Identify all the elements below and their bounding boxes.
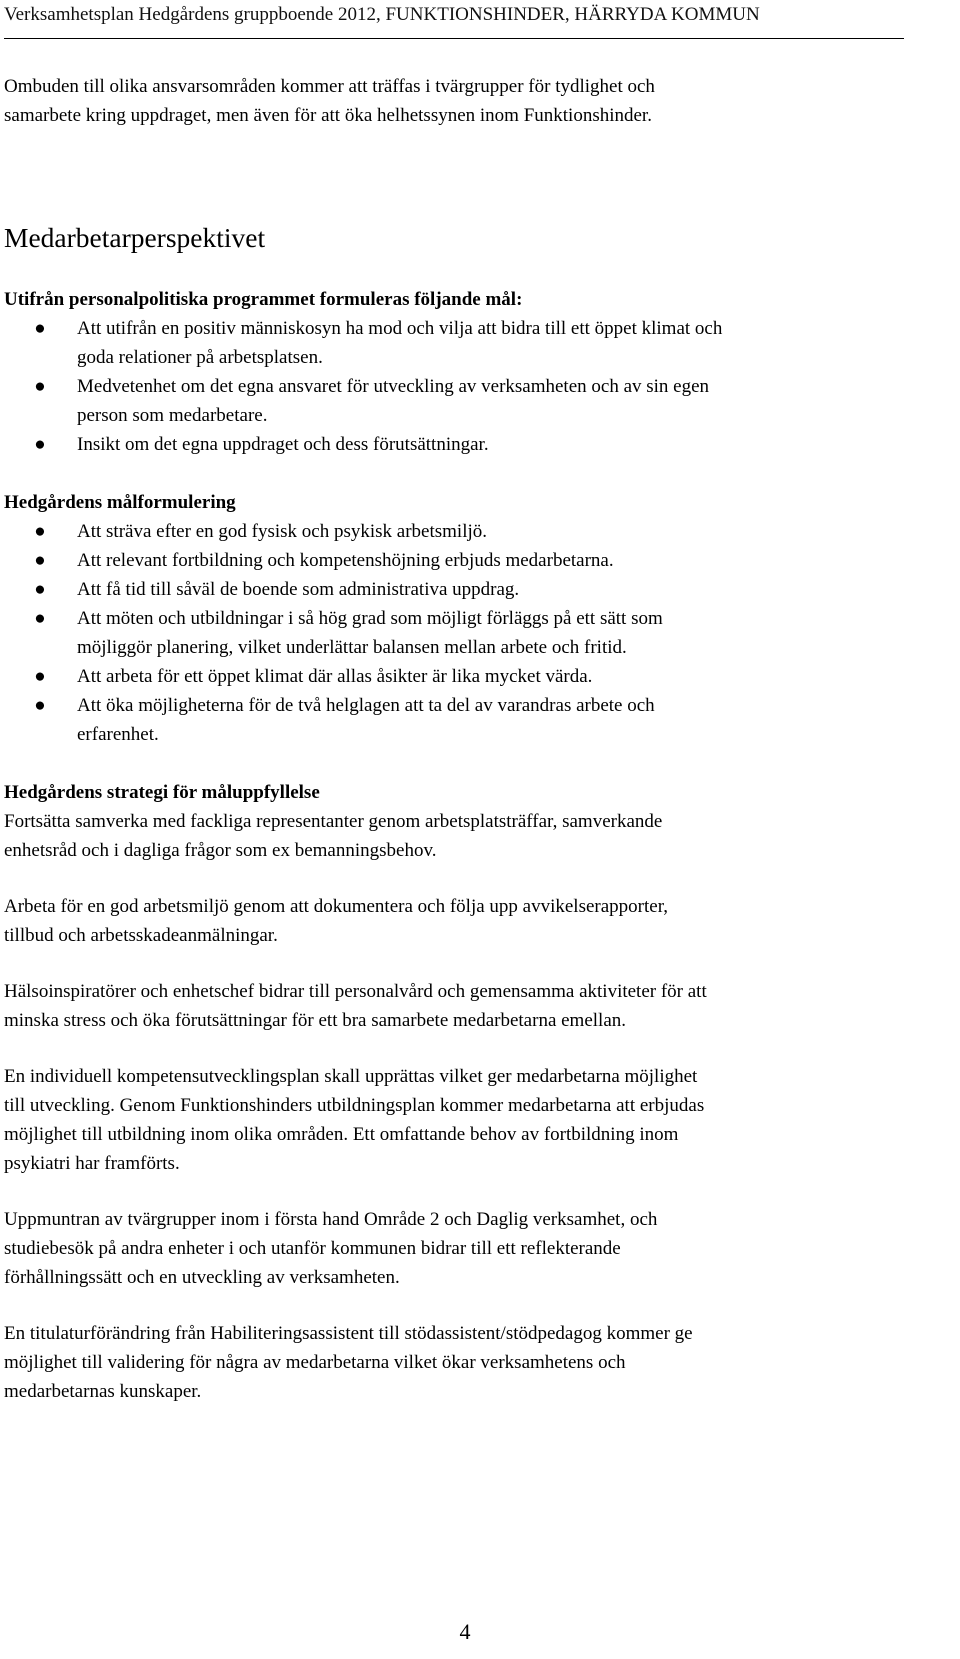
text-line: möjliggör planering, vilket underlättar balansen mellan arbete och fritid. (77, 637, 627, 658)
text-line: Att öka möjligheterna för de två helglagen att ta del av varandras arbete och (77, 695, 655, 716)
page-content (4, 72, 924, 1406)
strategy-paragraph (4, 892, 924, 950)
bullet-icon: ● (34, 666, 46, 687)
bullet-icon: ● (34, 695, 46, 716)
strategy-paragraph (4, 977, 924, 1035)
spacer (4, 950, 924, 977)
spacer (4, 1292, 924, 1319)
text-line: person som medarbetare. (77, 405, 268, 426)
list-item (4, 546, 924, 575)
text-line: tillbud och arbetsskadeanmälningar. (4, 925, 278, 946)
header-rule (4, 38, 904, 39)
text-line: Att utifrån en positiv människosyn ha mod och vilja att bidra till ett öppet klimat och (77, 318, 723, 339)
text-line: goda relationer på arbetsplatsen. (77, 347, 323, 368)
text-line: minska stress och öka förutsättningar för ett bra samarbete medarbetarna emellan. (4, 1010, 627, 1031)
text-line: medarbetarnas kunskaper. (4, 1381, 202, 1402)
spacer (4, 749, 924, 778)
goal-list-personal-policy (4, 314, 924, 459)
text-line: Medvetenhet om det egna ansvaret för utveckling av verksamheten och av sin egen (77, 376, 710, 397)
spacer (4, 1178, 924, 1205)
goal-list-hedgarden (4, 517, 924, 749)
text-line: förhållningssätt och en utveckling av verksamheten. (4, 1267, 400, 1288)
text-line: Hälsoinspiratörer och enhetschef bidrar till personalvård och gemensamma aktiviteter för att (4, 981, 707, 1002)
section-heading-malformulering: Hedgårdens målformulering (4, 492, 236, 513)
text-line: Att möten och utbildningar i så hög grad som möjligt förläggs på ett sätt som (77, 608, 663, 629)
text-line: Uppmuntran av tvärgrupper inom i första hand Område 2 och Daglig verksamhet, och (4, 1209, 658, 1230)
text-line: Att få tid till såväl de boende som administrativa uppdrag. (77, 579, 520, 600)
list-item (4, 430, 924, 459)
text-line: Arbeta för en god arbetsmiljö genom att dokumentera och följa upp avvikelserapporter, (4, 896, 669, 917)
text-line: psykiatri har framförts. (4, 1153, 180, 1174)
strategy-paragraph (4, 1062, 924, 1178)
text-line: möjlighet till utbildning inom olika områden. Ett omfattande behov av fortbildning inom (4, 1124, 679, 1145)
bullet-icon: ● (34, 550, 46, 571)
text-line: Fortsätta samverka med fackliga representanter genom arbetsplatsträffar, samverkande (4, 811, 663, 832)
running-header: Verksamhetsplan Hedgårdens gruppboende 2012, FUNKTIONSHINDER, HÄRRYDA KOMMUN (4, 4, 760, 25)
text-line: till utveckling. Genom Funktionshinders utbildningsplan kommer medarbetarna att erbjudas (4, 1095, 705, 1116)
strategy-paragraph (4, 807, 924, 865)
text-line: erfarenhet. (77, 724, 159, 745)
bullet-icon: ● (34, 579, 46, 600)
strategy-paragraph (4, 1319, 924, 1406)
spacer (4, 1035, 924, 1062)
list-item (4, 372, 924, 430)
bullet-icon: ● (34, 376, 46, 397)
list-item (4, 314, 924, 372)
spacer (4, 865, 924, 892)
text-line: studiebesök på andra enheter i och utanför kommunen bidrar till ett reflekterande (4, 1238, 621, 1259)
page-number: 4 (459, 1619, 471, 1644)
strategy-paragraph (4, 1205, 924, 1292)
intro-paragraph (4, 72, 924, 130)
text-line: Att arbeta för ett öppet klimat där allas åsikter är lika mycket värda. (77, 666, 593, 687)
text-line: enhetsråd och i dagliga frågor som ex bemanningsbehov. (4, 840, 437, 861)
bullet-icon: ● (34, 318, 46, 339)
text-line: En titulaturförändring från Habiliteringsassistent till stödassistent/stödpedagog kommer ge (4, 1323, 693, 1344)
bullet-icon: ● (34, 608, 46, 629)
text-line: En individuell kompetensutvecklingsplan skall upprättas vilket ger medarbetarna möjlighet (4, 1066, 698, 1087)
list-item (4, 691, 924, 749)
text-line: Ombuden till olika ansvarsområden kommer att träffas i tvärgrupper för tydlighet och (4, 76, 655, 97)
bullet-icon: ● (34, 434, 46, 455)
list-item (4, 575, 924, 604)
text-line: Att sträva efter en god fysisk och psykisk arbetsmiljö. (77, 521, 488, 542)
text-line: Insikt om det egna uppdraget och dess förutsättningar. (77, 434, 489, 455)
spacer (4, 459, 924, 488)
section-heading-medarbetarperspektivet: Medarbetarperspektivet (4, 222, 266, 253)
bullet-icon: ● (34, 521, 46, 542)
list-item (4, 662, 924, 691)
text-line: möjlighet till validering för några av medarbetarna vilket ökar verksamhetens och (4, 1352, 626, 1373)
list-item (4, 517, 924, 546)
text-line: samarbete kring uppdraget, men även för att öka helhetssynen inom Funktionshinder. (4, 105, 652, 126)
section-subheading: Utifrån personalpolitiska programmet formuleras följande mål: (4, 289, 523, 310)
list-item (4, 604, 924, 662)
section-heading-strategi: Hedgårdens strategi för måluppfyllelse (4, 782, 320, 803)
text-line: Att relevant fortbildning och kompetenshöjning erbjuds medarbetarna. (77, 550, 614, 571)
